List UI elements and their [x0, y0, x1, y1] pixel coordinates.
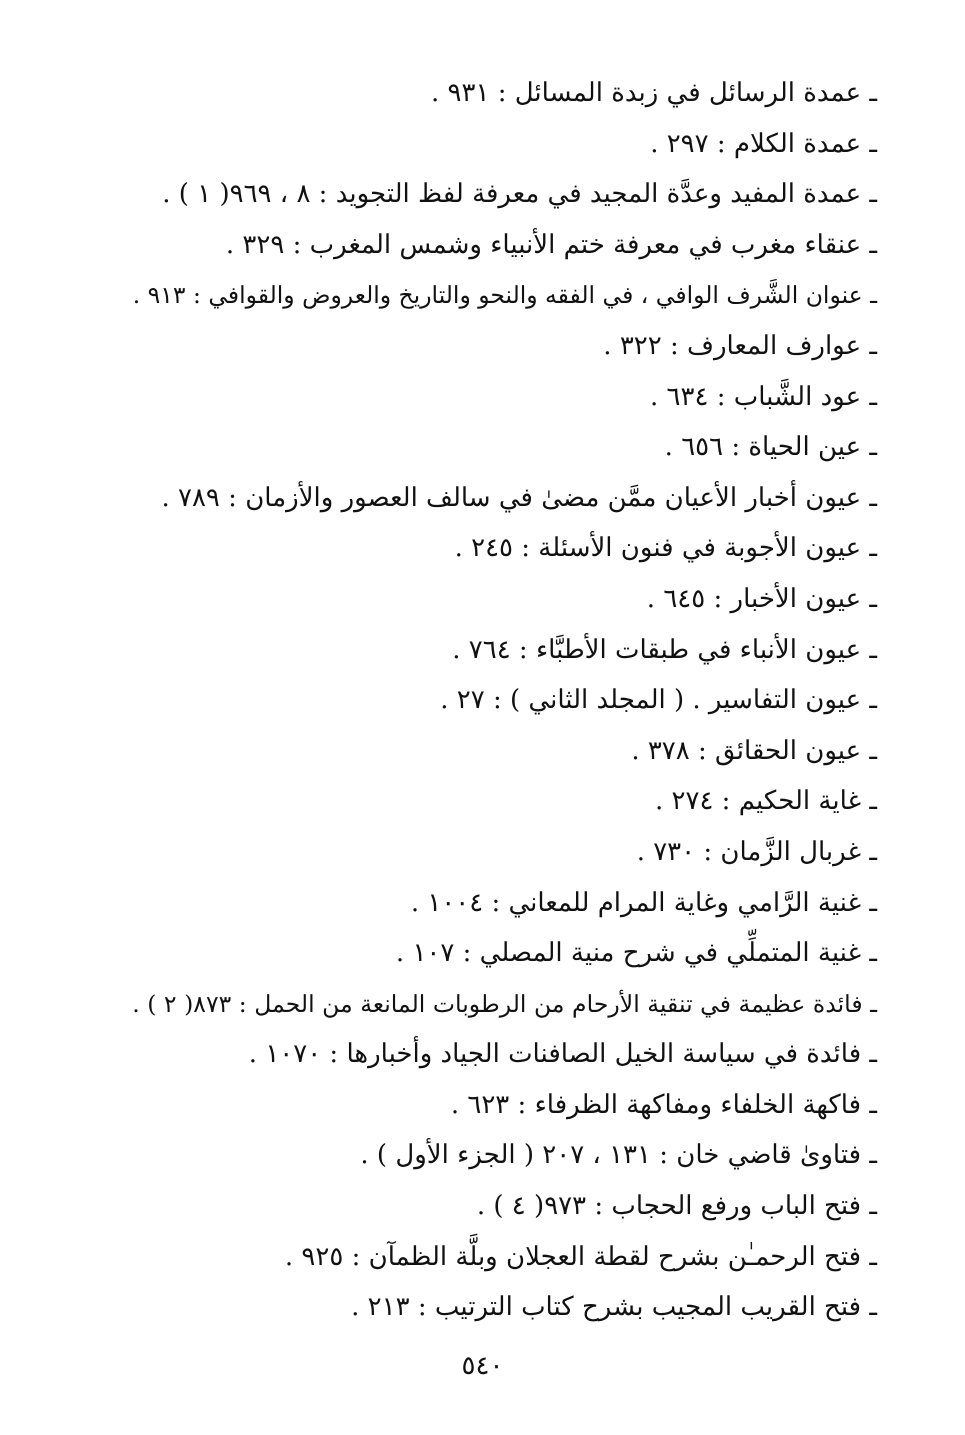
index-entry: ـ عمدة الرسائل في زبدة المسائل : ٩٣١ .	[431, 78, 877, 108]
index-entry: ـ فتاوىٰ قاضي خان : ١٣١ ، ٢٠٧ ( الجزء الأول ) .	[360, 1140, 877, 1171]
index-entry: ـ فتح الرحمـٰن بشرح لقطة العجلان وبلَّة الظمآن : ٩٢٥ .	[284, 1241, 877, 1272]
index-entry: ـ غنية الرَّامي وغاية المرام للمعاني : ١٠٠٤ .	[410, 887, 877, 918]
index-entry: ـ فائدة عظيمة في تنقية الأرحام من الرطوبات المانعة من الحمل : ٨٧٣( ٢ ) .	[132, 989, 877, 1018]
index-entry: ـ عيون أخبار الأعيان ممَّن مضىٰ في سالف العصور والأزمان : ٧٨٩ .	[161, 482, 877, 513]
index-entry: ـ فائدة في سياسة الخيل الصافنات الجياد وأخبارها : ١٠٧٠ .	[248, 1039, 877, 1070]
index-entry: ـ عوارف المعارف : ٣٢٢ .	[603, 330, 877, 361]
index-entry: ـ عيون التفاسير . ( المجلد الثاني ) : ٢٧ .	[440, 685, 877, 716]
index-entry: ـ فتح الباب ورفع الحجاب : ٩٧٣( ٤ ) .	[476, 1191, 877, 1222]
index-entry: ـ عيون الأخبار : ٦٤٥ .	[646, 583, 877, 614]
index-entry: ـ عنقاء مغرب في معرفة ختم الأنبياء وشمس المغرب : ٣٢٩ .	[225, 229, 877, 260]
index-entry: ـ عمدة الكلام : ٢٩٧ .	[650, 128, 877, 159]
page-number: ٥٤٠	[461, 1351, 504, 1381]
index-entry: ـ عود الشَّباب : ٦٣٤ .	[650, 381, 877, 412]
index-entry: ـ عمدة المفيد وعدَّة المجيد في معرفة لفظ التجويد : ٨ ، ٩٦٩( ١ ) .	[162, 179, 877, 210]
index-entry: ـ عين الحياة : ٦٥٦ .	[664, 432, 877, 463]
index-entry: ـ غاية الحكيم : ٢٧٤ .	[654, 786, 877, 817]
index-entry: ـ عنوان الشَّرف الوافي ، في الفقه والنحو والتاريخ والعروض والقوافي : ٩١٣ .	[132, 281, 877, 310]
index-entry: ـ فاكهة الخلفاء ومفاكهة الظرفاء : ٦٢٣ .	[450, 1089, 877, 1120]
index-entry: ـ عيون الأجوبة في فنون الأسئلة : ٢٤٥ .	[454, 533, 877, 564]
index-entry: ـ غنية المتملِّي في شرح منية المصلي : ١٠٧ .	[395, 938, 877, 969]
index-entry: ـ عيون الحقائق : ٣٧٨ .	[631, 735, 877, 766]
index-entry: ـ فتح القريب المجيب بشرح كتاب الترتيب : ٢١٣ .	[351, 1292, 877, 1323]
index-entry: ـ غربال الزَّمان : ٧٣٠ .	[636, 836, 877, 867]
index-entry-list	[117, 68, 877, 1333]
index-entry: ـ عيون الأنباء في طبقات الأطبَّاء : ٧٦٤ .	[452, 634, 877, 665]
